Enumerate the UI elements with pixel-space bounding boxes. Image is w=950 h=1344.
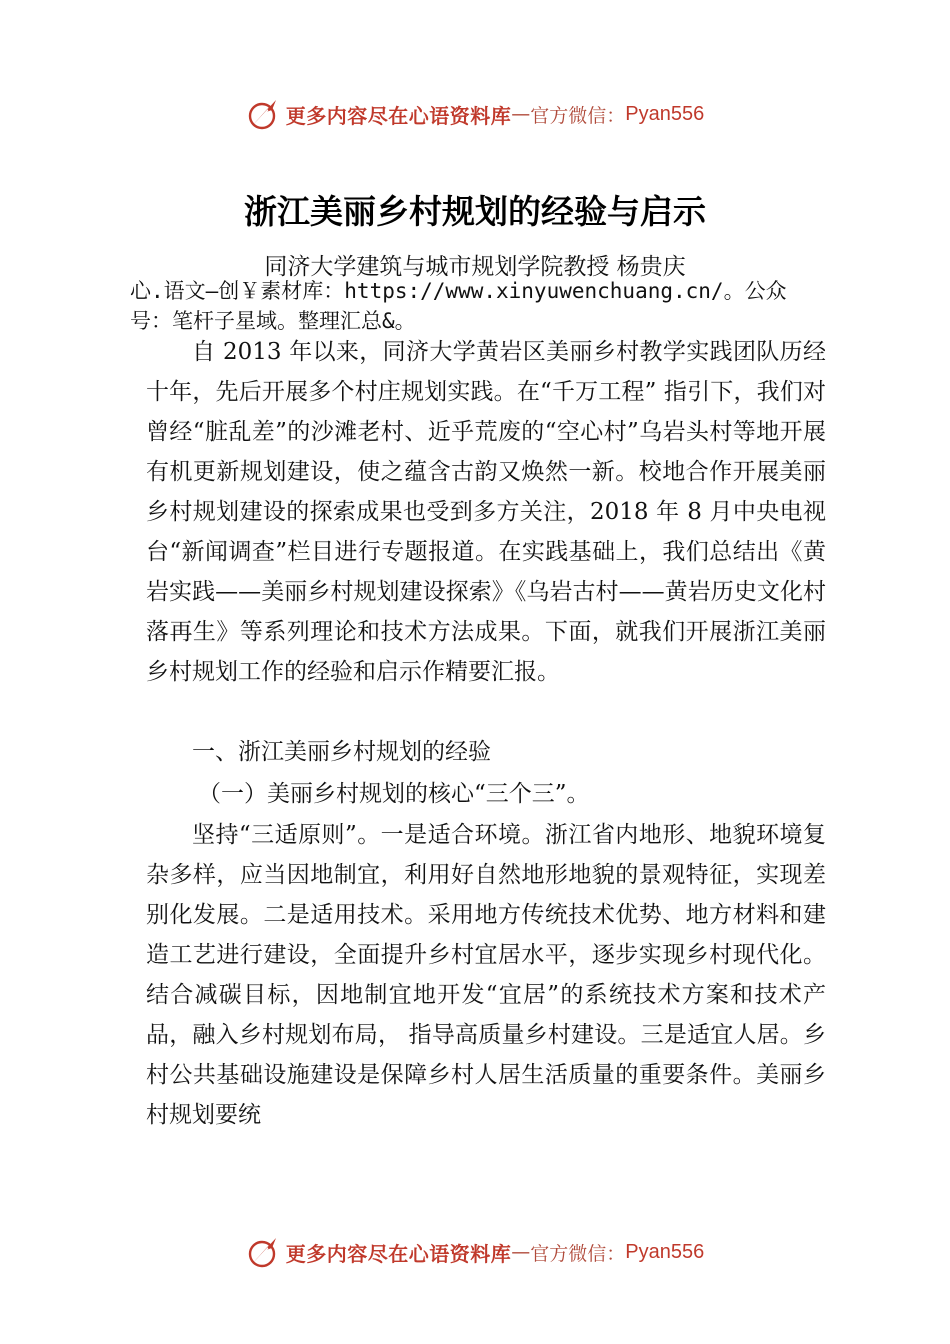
document-title: 浙江美丽乡村规划的经验与启示 xyxy=(244,192,706,231)
quill-logo-icon xyxy=(246,96,282,132)
banner-separator: — xyxy=(511,103,531,125)
footer-banner xyxy=(0,1232,950,1272)
source-note: 心.语文—创￥素材库：https://www.xinyuwenchuang.cn/。公众号：笔杆子星域。整理汇总&。 xyxy=(130,279,787,333)
banner-contact-id: Pyan556 xyxy=(625,1240,705,1263)
banner-separator: — xyxy=(511,1241,531,1263)
body-paragraph: 自 2013 年以来，同济大学黄岩区美丽乡村教学实践团队历经十年，先后开展多个村庄规划实践。在“千万工程” 指引下，我们对曾经“脏乱差”的沙滩老村、近乎荒废的“空心村”乌岩头村等地开展有机更新规划建设，使之蕴含古韵又焕然一新。校地合作开展美丽乡村规划建设的探索成果也受到多方关注，2018 年 8 月中央电视台“新闻调查”栏目进行专题报道。在实践基础上，我们总结出《黄岩实践——美丽乡村规划建设探索》《乌岩古村——黄岩历史文化村落再生》等系列理论和技术方法成果。下面，就我们开展浙江美丽乡村规划工作的经验和启示作精要汇报。 xyxy=(146,339,826,685)
banner-contact-id: Pyan556 xyxy=(625,102,705,125)
section-heading: 一、浙江美丽乡村规划的经验 xyxy=(192,739,491,765)
header-banner xyxy=(0,94,950,134)
quill-logo-icon xyxy=(246,1234,282,1270)
banner-contact-label: 官方微信： xyxy=(530,104,626,127)
document-author: 同济大学建筑与城市规划学院教授 杨贵庆 xyxy=(264,254,686,280)
banner-contact-label: 官方微信： xyxy=(530,1242,626,1265)
body-paragraph: 坚持“三适原则”。一是适合环境。浙江省内地形、地貌环境复杂多样，应当因地制宜，利用好自然地形地貌的景观特征，实现差别化发展。二是适用技术。采用地方传统技术优势、地方材料和建造工艺进行建设，全面提升乡村宜居水平，逐步实现乡村现代化。结合减碳目标，因地制宜地开发“宜居”的系统技术方案和技术产品，融入乡村规划布局， 指导高质量乡村建设。三是适宜人居。乡村公共基础设施建设是保障乡村人居生活质量的重要条件。美丽乡村规划要统 xyxy=(146,822,826,1128)
subsection-heading: （一）美丽乡村规划的核心“三个三”。 xyxy=(198,781,590,807)
banner-site-name: 更多内容尽在心语资料库 xyxy=(285,1241,512,1266)
banner-site-name: 更多内容尽在心语资料库 xyxy=(285,103,512,128)
